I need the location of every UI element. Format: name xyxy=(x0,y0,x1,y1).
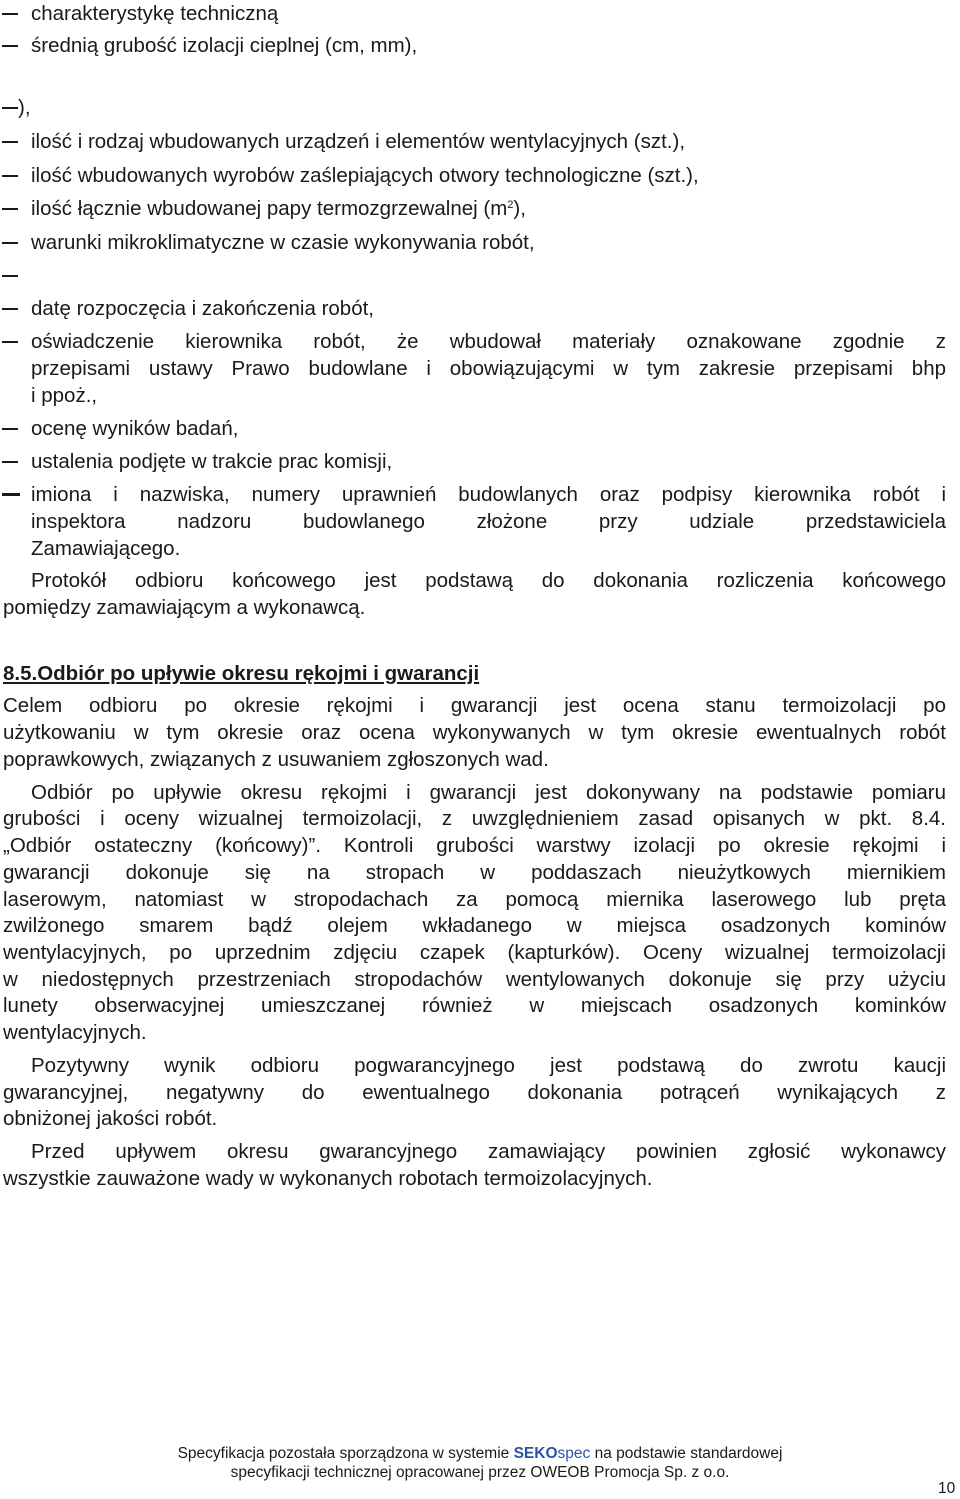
footer-line-1: Specyfikacja pozostała sporządzona w systemie SEKOspec na podstawie standardowej xyxy=(177,1445,783,1462)
brand-logo-seko: SEKO xyxy=(513,1445,558,1462)
page-number: 10 xyxy=(938,1480,956,1497)
footer-line-2: specyfikacji technicznej opracowanej przez OWEOB Promocja Sp. z o.o. xyxy=(230,1464,730,1481)
section-heading: 8.5.Odbiór po upływie okresu rękojmi i gwarancji xyxy=(3,662,480,685)
document-page: charakterystykę techniczną średnią grubość izolacji cieplnej (cm, mm), ), ilość i rodzaj wbudowanych urządzeń i elementów wentylacyjnych (szt.), ilość wbudowanych wyrobów zaślepiających otwory technologiczne (szt.), ilość łącznie wbudowanej papy termozgrzewalnej $(m^2)$, warunki mikroklimatyczne w czasie wykonywania robót, datę rozpoczęcia i zakończenia robót, oświadczenie kierownika robót, że wbudował materiały oznakowane zgodnie z przepisami ustawy Prawo budowlane i obowiązującymi w tym zakresie przepisami bhp i ppoż., ocenę wyników badań, ustalenia podjęte w trakcie prac komisji, imiona i nazwiska, numery uprawnień budowlanych oraz podpisy kierownika robót i inspektora nadzoru budowlanego złożone przy udziale przedstawiciela Zamawiającego. Protokół odbioru końcowego jest podstawą do dokonania rozliczenia końcowego pomiędzy zamawiającym a wykonawcą. 8.5.Odbiór po upływie okresu rękojmi i gwarancji Celem odbioru po okresie rękojmi i gwarancji jest ocena stanu termoizolacji po użytkowaniu w tym okresie oraz ocena wykonywanych w tym okresie ewentualnych robót poprawkowych, związanych z usuwaniem zgłoszonych wad. Odbiór po upływie okresu rękojmi i gwarancji jest dokonywany na podstawie pomiaru grubości i oceny wizualnej termoizolacji, z uwzględnieniem zasad opisanych w pkt. 8.4. „Odbiór ostateczny (końcowy)”. Kontroli grubości warstwy izolacji po okresie rękojmi i gwarancji dokonuje się na stropach w poddaszach nieużytkowych miernikiem laserowym, natomiast w stropodachach za pomocą miernika laserowego lub pręta zwilżonego smarem bądź olejem wkładanego w miejsca osadzonych kominów wentylacyjnych, po uprzednim zdjęciu czapek (kapturków). Oceny wizualnej termoizolacji w niedostępnych przestrzeniach stropodachów wentylowanych dokonuje się przy użyciu lunety obserwacyjnej umieszczanej również w miejscach osadzonych kominków wentylacyjnych. Pozytywny wynik odbioru pogwarancyjnego jest podstawą do zwrotu kaucji gwarancyjnej, negatywny do ewentualnego dokonania potrąceń wynikających z obniżonej jakości robót. Przed upływem okresu gwarancyjnego zamawiający powinien zgłosić wykonawcy wszystkie zauważone wady w wykonanych robotach termoizolacyjnych. Specyfikacja pozostała sporządzona w systemie SEKOspec na podstawie standardowej specyfikacji technicznej opracowanej przez OWEOB Promocja Sp. z o.o. 10 xyxy=(0,0,960,1499)
brand-logo-spec: spec xyxy=(557,1445,591,1462)
